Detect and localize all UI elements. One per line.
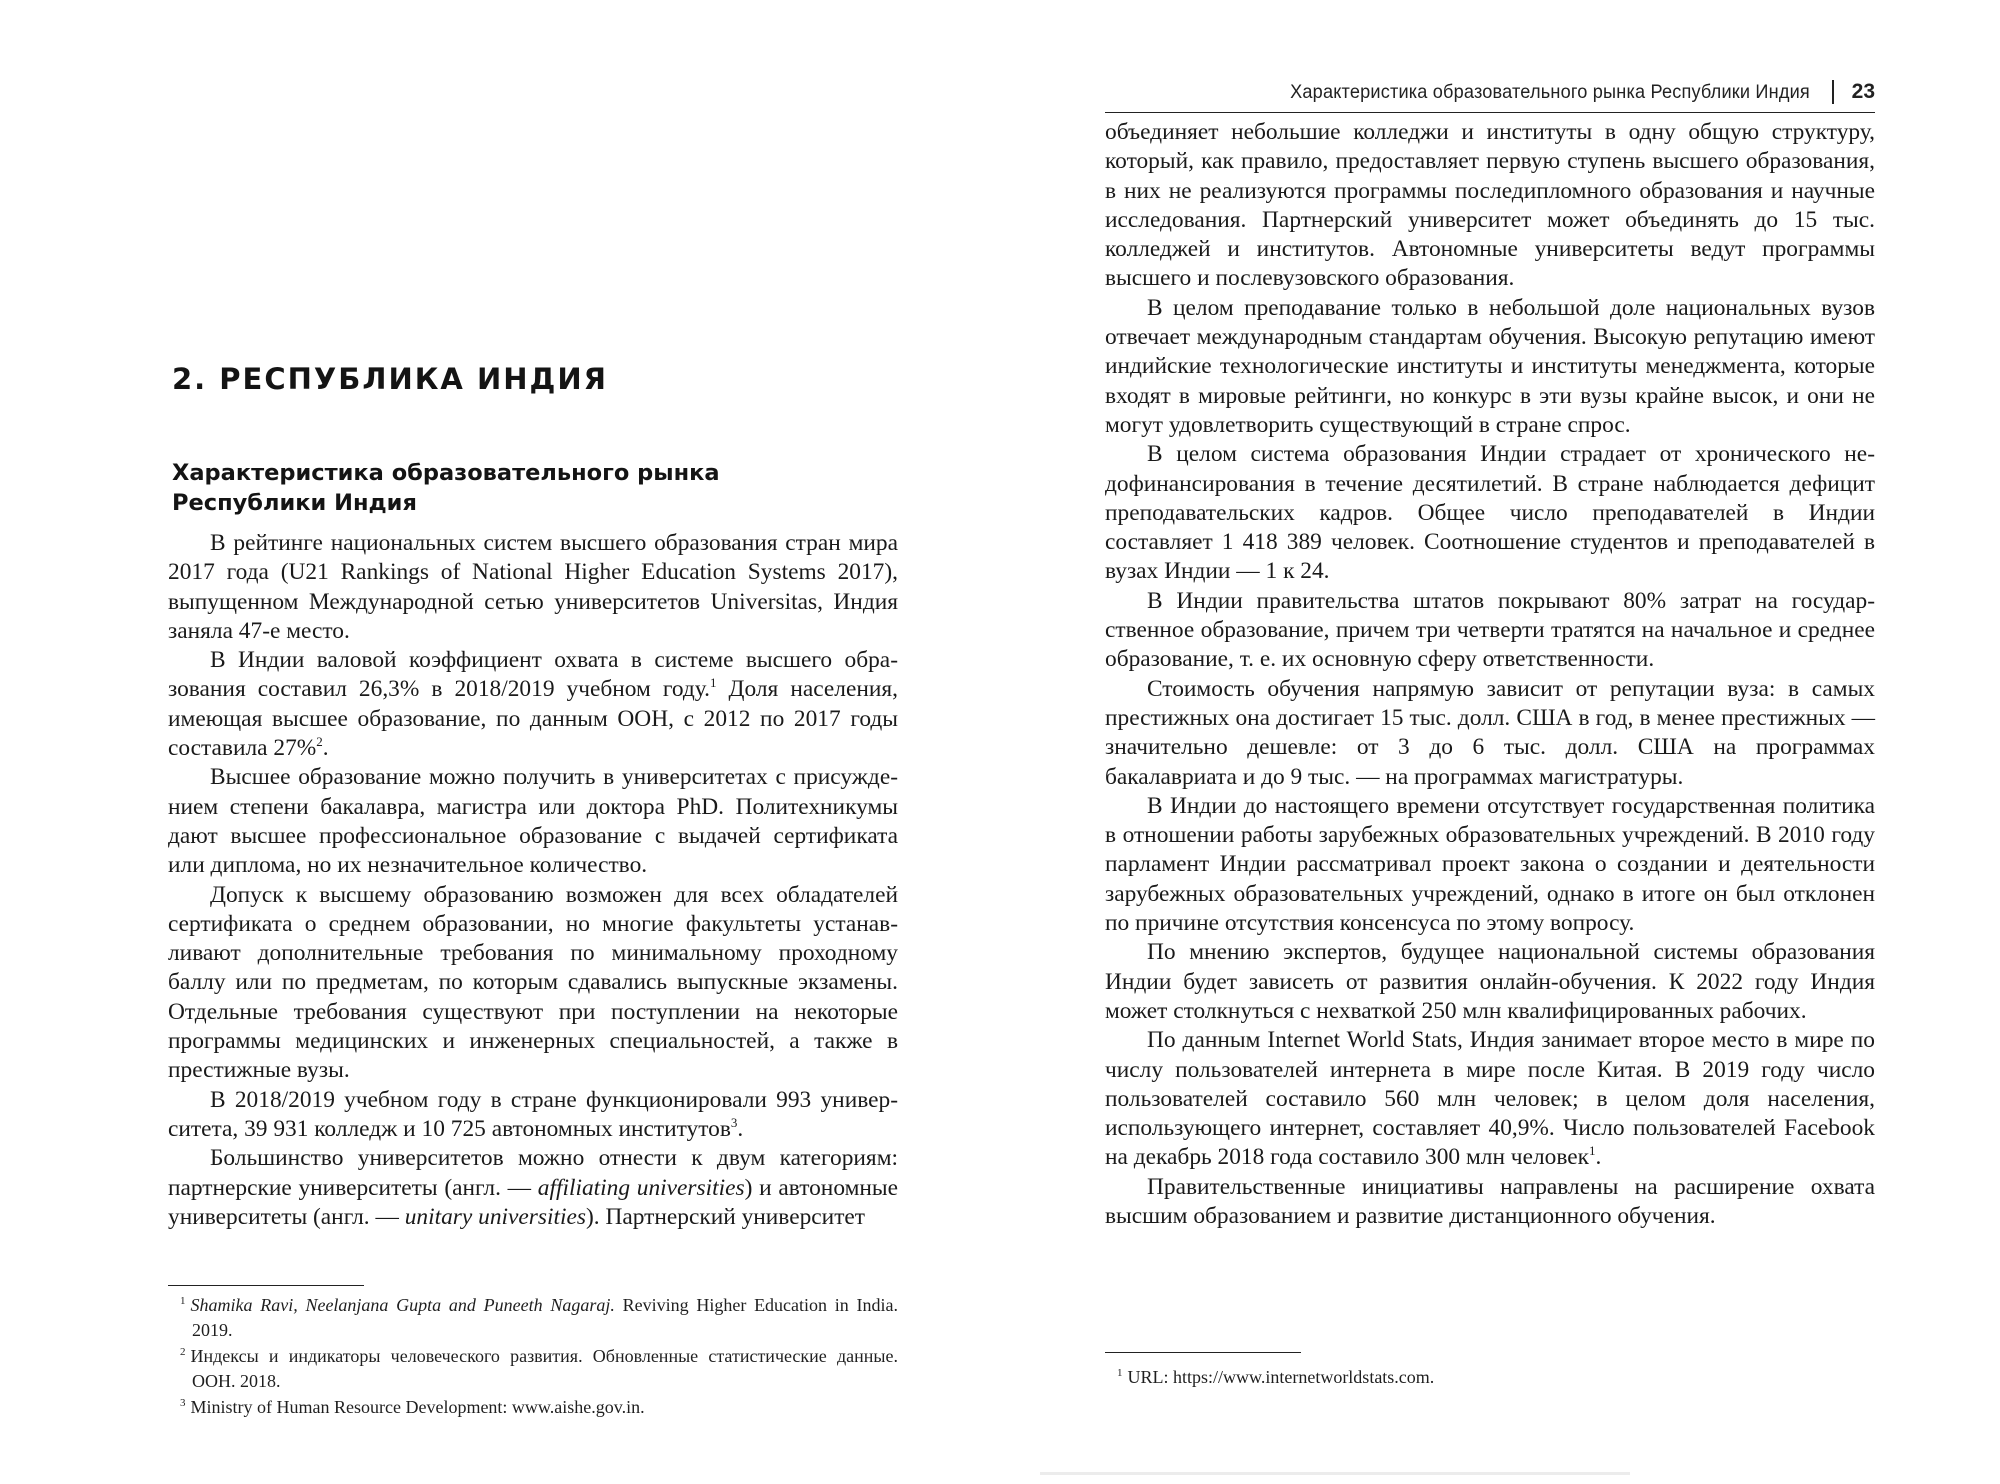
footnote <box>1105 1365 1875 1390</box>
footnotes <box>1105 1365 1875 1391</box>
footnote <box>168 1293 898 1343</box>
right-body-text <box>1105 118 1875 1231</box>
paragraph <box>168 1144 898 1232</box>
footnote-text: Ministry of Human Resource Development: www.aishe.gov.in. <box>190 1397 645 1417</box>
footnote-ref[interactable]: 3 <box>730 1115 738 1131</box>
paragraph: Высшее образование можно получить в университетах с присуждением степени бакалавра, магистра или доктора PhD. Политехникумы дают высшее профессиональное образование с выдачей сертификата или диплома, но их незначительное количество. <box>168 764 898 879</box>
paragraph: Правительственные инициативы направлены на расширение охвата высшим образованием и развитие дистанционного обучения. <box>1105 1173 1875 1229</box>
left-body-text <box>168 529 898 1232</box>
footnote-ref[interactable]: 2 <box>316 734 323 750</box>
paragraph: В Индии правительства штатов покрывают 80% затрат на государственное образование, причем три четверти тратятся на начальное и среднее образование, т. е. их основную сферу ответственности. <box>1105 587 1875 673</box>
paragraph-text: ). Партнерский университет <box>585 1203 866 1230</box>
footnote-text: URL: https://www.internetworldstats.com. <box>1127 1367 1435 1387</box>
section-title <box>172 458 792 518</box>
paragraph: Стоимость обучения напрямую зависит от репутации вуза: в самых престижных она достигает 15 тыс. долл. США в год, в менее престижных — значительно дешевле: от 3 до 6 тыс. долл. США на программах бакалавриата и до 9 тыс. — на программах магистратуры. <box>1105 675 1875 790</box>
paragraph: В целом система образования Индии страдает от хронического недофинансирования в течение десятилетий. В стране наблюдается дефицит преподавательских кадров. Общее число преподавателей в Индии составляет 1 418 389 человек. Соотношение студентов и преподавателей в вузах Индии — 1 к 24. <box>1105 441 1875 585</box>
paragraph <box>168 1086 898 1145</box>
footnote-divider <box>1105 1352 1301 1353</box>
paragraph-text: В Индии валовой коэффициент охвата в системе высшего образования составил 26,3% в 2018/2019 учебном году. <box>168 647 898 703</box>
footnote-ref[interactable]: 1 <box>710 675 717 691</box>
paragraph-text: Доля населения, имеющая высшее образование, по данным ООН, с 2012 по 2017 годы составила 27% <box>168 676 898 762</box>
footnote-divider <box>168 1285 364 1286</box>
paragraph-text: Большинство университетов можно отнести к двум категориям: партнерские университеты (англ. — <box>168 1145 898 1201</box>
footnote <box>168 1395 898 1420</box>
page-edge-shadow <box>1040 1472 1630 1475</box>
paragraph: Допуск к высшему образованию возможен для всех обладателей сертификата о среднем образовании, но многие факультеты устанавливают дополнительные требования по минимальному проходному баллу или по предметам, по которым сдавались выпускные экзамены. Отдельные требования существуют при поступлении на некоторые программы медицинских и инженерных специальностей, а также в престижные вузы. <box>168 881 898 1084</box>
left-page <box>168 0 898 1484</box>
running-head <box>1105 76 1875 108</box>
paragraph: В рейтинге национальных систем высшего образования стран мира 2017 года (U21 Rankings of National Higher Education Systems 2017), выпущенном Международной сетью университетов Universitas, Индия заняла 47-е место. <box>168 530 898 644</box>
page-number: 23 <box>1851 80 1875 103</box>
paragraph-text: . <box>1595 1144 1602 1171</box>
english-term: affiliating universities <box>537 1174 745 1201</box>
paragraph-text: . <box>322 735 329 762</box>
section-title-line-1: Характеристика образовательного рынка <box>172 460 720 486</box>
footnote-number: 1 <box>180 1295 186 1307</box>
section-title-line-2: Республики Индия <box>172 490 417 516</box>
footnote-text: Индексы и индикаторы человеческого развития. Обновленные статистические данные. ООН. 2018. <box>190 1346 898 1391</box>
paragraph <box>1105 1026 1875 1172</box>
paragraph-text: . <box>737 1115 744 1142</box>
running-head-title: Характеристика образовательного рынка Республики Индия <box>1289 80 1810 103</box>
footnote-authors: Shamika Ravi, Neelanjana Gupta and Puneeth Nagaraj. <box>190 1295 615 1315</box>
footnotes <box>168 1293 898 1421</box>
paragraph-text: ) и автономные университеты (англ. — <box>168 1174 898 1230</box>
paragraph <box>168 646 898 763</box>
paragraph-text: В 2018/2019 учебном году в стране функционировали 993 университета, 39 931 колледж и 10 725 автономных институтов <box>168 1086 898 1142</box>
header-rule <box>1105 112 1875 113</box>
footnote-number: 3 <box>180 1397 186 1409</box>
footnote-number: 2 <box>180 1346 186 1358</box>
right-page <box>1105 0 1875 1484</box>
paragraph: В Индии до настоящего времени отсутствует государственная политика в отношении работы зарубежных образовательных учреждений. В 2010 году парламент Индии рассматривал проект закона о создании и деятельности зарубежных образовательных учреждений, однако в итоге он был отклонен по причине отсутствия консенсуса по этому вопросу. <box>1105 792 1875 937</box>
footnote-number: 1 <box>1117 1367 1123 1379</box>
footnote-text: Reviving Higher Education in India. 2019. <box>192 1295 898 1340</box>
paragraph: объединяет небольшие колледжи и институты в одну общую структуру, который, как правило, предоставляет первую ступень высшего образования, в них не реализуются программы последипломного образования и научные исследования. Партнерский университет может объединять до 15 тыс. колледжей и институтов. Автономные университеты ведут программы высшего и послевузовского образования. <box>1105 119 1875 292</box>
paragraph: По мнению экспертов, будущее национальной системы образования Индии будет зависеть от развития онлайн-обучения. К 2022 году Индия может столкнуться с нехваткой 250 млн квалифицированных рабочих. <box>1105 939 1875 1024</box>
footnote-ref[interactable]: 1 <box>1588 1143 1596 1159</box>
paragraph-text: По данным Internet World Stats, Индия занимает второе место в мире по числу пользователей интернета в мире после Китая. В 2019 году число пользователей составило 560 млн человек; в целом доля населения, использующего интернет, составляет 40,9%. Число пользователей Facebook на декабрь 2018 года составило 300 млн человек <box>1105 1027 1875 1171</box>
chapter-title: 2. РЕСПУБЛИКА ИНДИЯ <box>172 362 608 396</box>
paragraph: В целом преподавание только в небольшой доле национальных вузов отвечает международным стандартам обучения. Высокую репутацию имеют индийские технологические институты и институты менеджмента, которые входят в мировые рейтинги, но конкурс в эти вузы крайне высок, и они не могут удовлетворить существующий в стране спрос. <box>1105 294 1875 438</box>
footnote <box>168 1344 898 1394</box>
running-head-separator <box>1832 80 1834 104</box>
english-term: unitary universities <box>404 1203 586 1230</box>
